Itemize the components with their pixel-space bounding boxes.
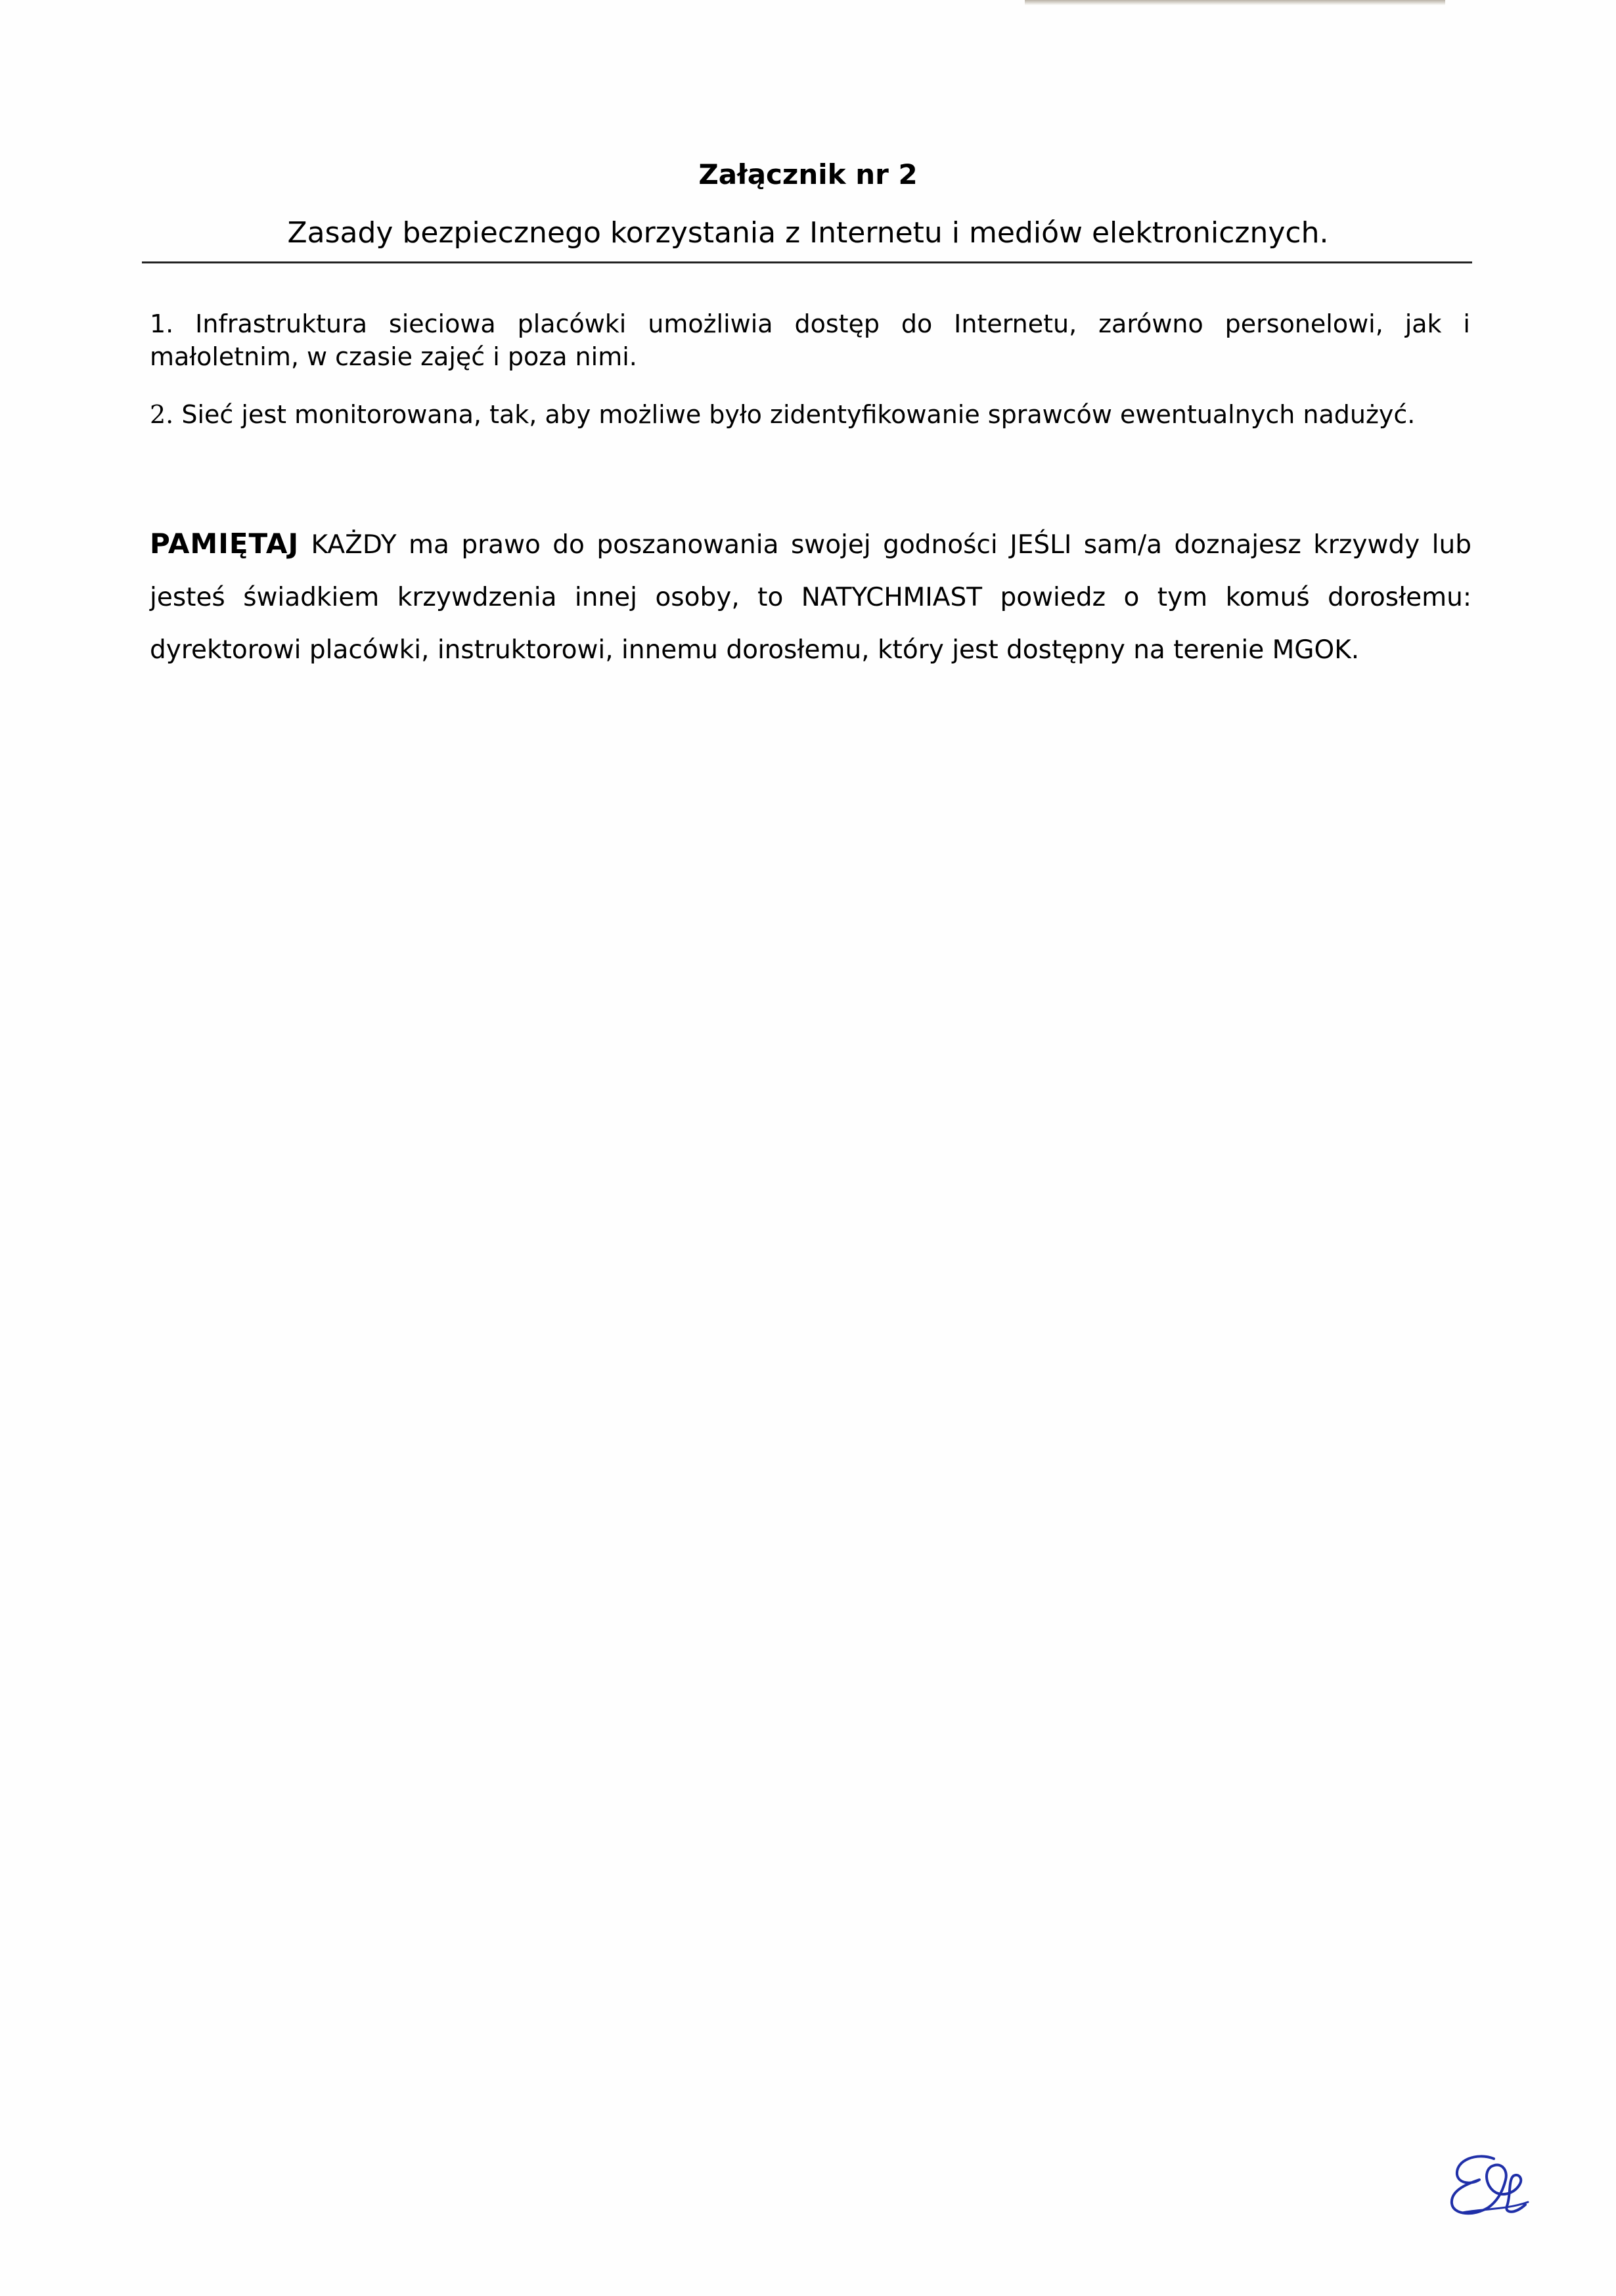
rule-number: 1. bbox=[150, 309, 174, 338]
document-subtitle: Zasady bezpiecznego korzystania z Internetu i mediów elektronicznych. bbox=[287, 216, 1329, 250]
rule-number: 2. bbox=[150, 400, 174, 429]
document-title: Załącznik nr 2 bbox=[698, 158, 918, 191]
notice-lead: PAMIĘTAJ bbox=[150, 528, 300, 560]
title-divider bbox=[142, 261, 1472, 263]
handwritten-initials bbox=[1443, 2150, 1535, 2222]
rule-text: Sieć jest monitorowana, tak, aby możliwe było zidentyfikowanie sprawców ewentualnych nadużyć. bbox=[181, 400, 1416, 429]
rule-item-1 bbox=[150, 307, 1470, 373]
notice-text: KAŻDY ma prawo do poszanowania swojej godności JEŚLI sam/a doznajesz krzywdy lub jesteś świadkiem krzywdzenia innej osoby, to NATYCHMIAST powiedz o tym komuś dorosłemu: dyrektorowi placówki, instruktorowi, innemu dorosłemu, który jest dostępny na terenie MGOK. bbox=[150, 530, 1471, 665]
safety-notice bbox=[150, 518, 1471, 677]
rule-item-2 bbox=[150, 398, 1470, 431]
rule-text: Infrastruktura sieciowa placówki umożliwia dostęp do Internetu, zarówno personelowi, jak i małoletnim, w czasie zajęć i poza nimi. bbox=[150, 309, 1470, 371]
scan-edge-shadow bbox=[1025, 0, 1445, 5]
